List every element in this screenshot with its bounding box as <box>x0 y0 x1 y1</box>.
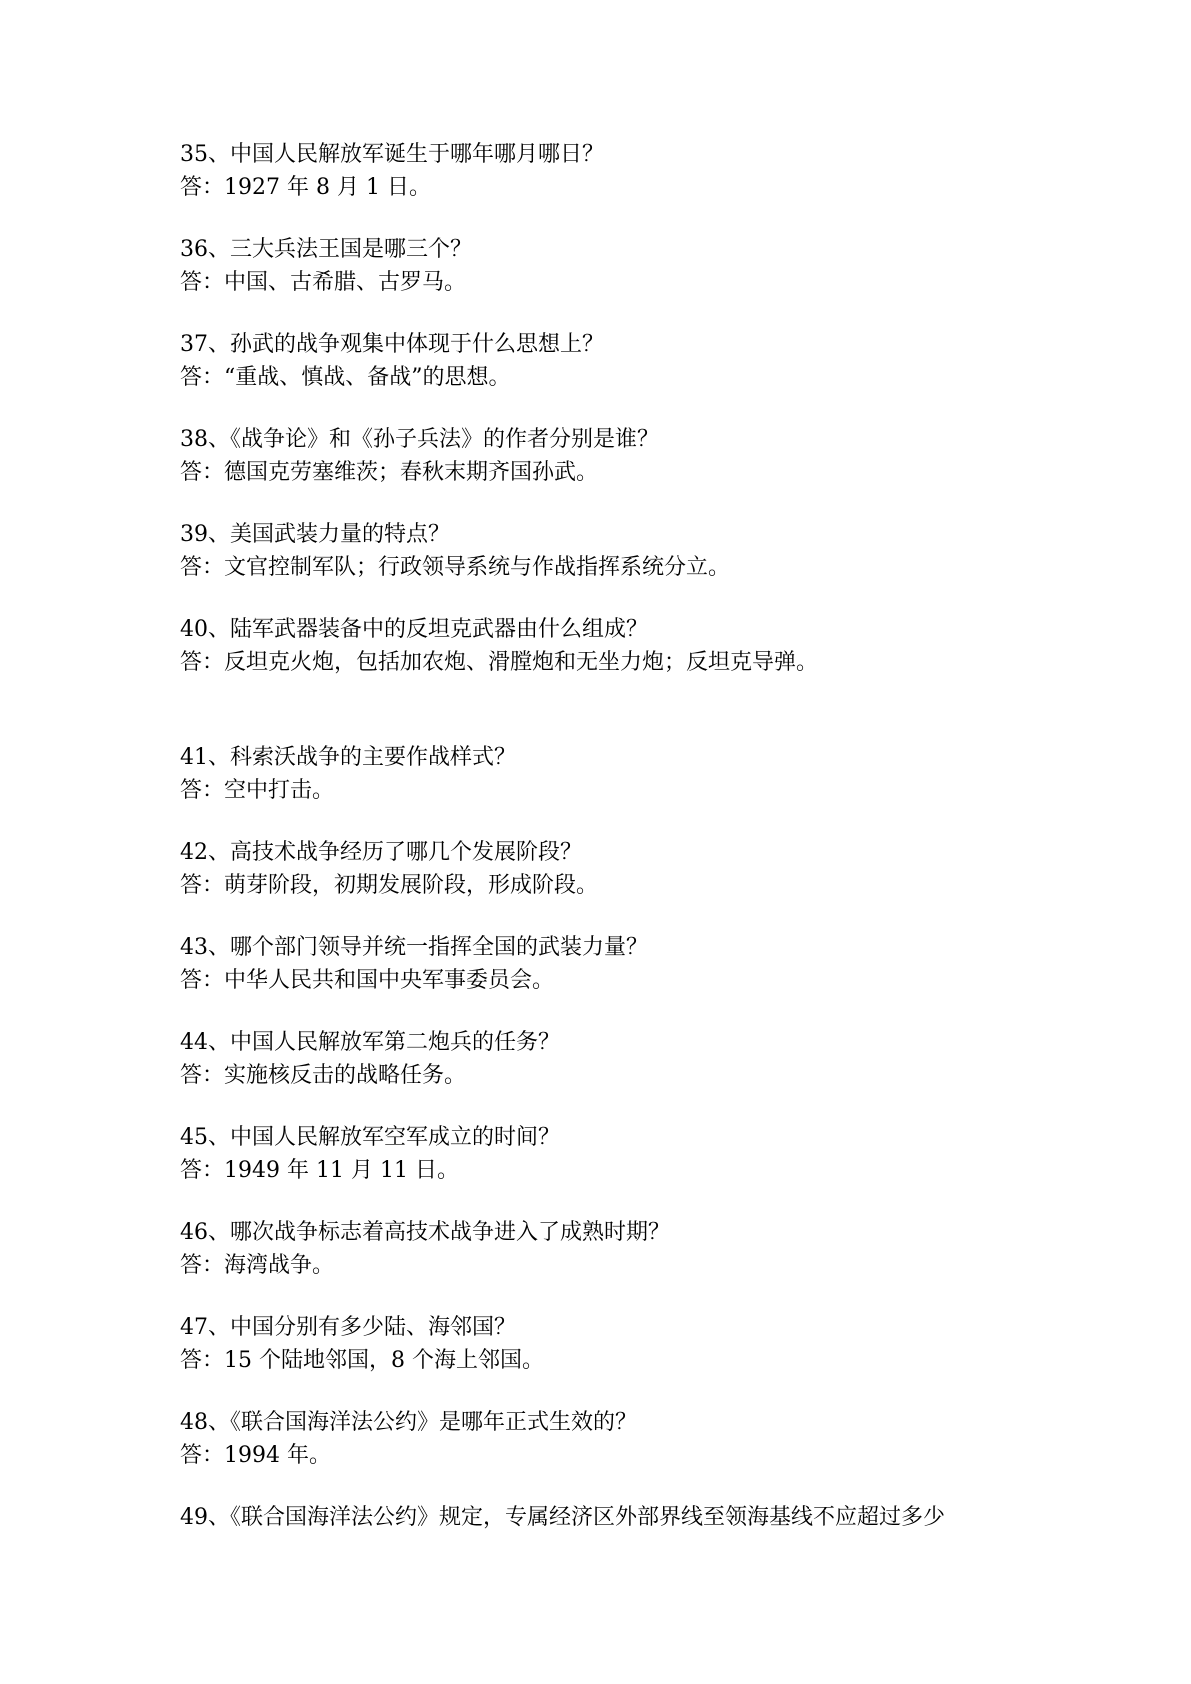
answer-47: 答：15 个陆地邻国，8 个海上邻国。 <box>180 1348 544 1373</box>
qa-item-42 <box>180 836 1060 902</box>
qa-item-37 <box>180 328 1060 394</box>
question-38: 38、《战争论》和《孙子兵法》的作者分别是谁？ <box>180 427 659 452</box>
qa-item-35 <box>180 138 1060 204</box>
answer-43: 答：中华人民共和国中央军事委员会。 <box>180 968 555 993</box>
question-35: 35、中国人民解放军诞生于哪年哪月哪日？ <box>180 142 604 167</box>
answer-46: 答：海湾战争。 <box>180 1253 335 1278</box>
question-42: 42、高技术战争经历了哪几个发展阶段？ <box>180 840 582 865</box>
answer-40: 答：反坦克火炮，包括加农炮、滑膛炮和无坐力炮；反坦克导弹。 <box>180 650 819 675</box>
qa-list <box>180 138 1060 1534</box>
answer-44: 答：实施核反击的战略任务。 <box>180 1063 467 1088</box>
question-36: 36、三大兵法王国是哪三个？ <box>180 237 472 262</box>
question-43: 43、哪个部门领导并统一指挥全国的武装力量？ <box>180 935 648 960</box>
question-47: 47、中国分别有多少陆、海邻国？ <box>180 1315 516 1340</box>
qa-item-48 <box>180 1406 1060 1472</box>
qa-item-47 <box>180 1311 1060 1377</box>
answer-39: 答：文官控制军队；行政领导系统与作战指挥系统分立。 <box>180 555 731 580</box>
answer-38: 答：德国克劳塞维茨；春秋末期齐国孙武。 <box>180 460 599 485</box>
question-46: 46、哪次战争标志着高技术战争进入了成熟时期？ <box>180 1220 670 1245</box>
qa-item-46 <box>180 1216 1060 1282</box>
question-41: 41、科索沃战争的主要作战样式？ <box>180 745 516 770</box>
question-39: 39、美国武装力量的特点？ <box>180 522 450 547</box>
answer-45: 答：1949 年 11 月 11 日。 <box>180 1158 459 1183</box>
question-40: 40、陆军武器装备中的反坦克武器由什么组成？ <box>180 617 648 642</box>
answer-41: 答：空中打击。 <box>180 778 335 803</box>
answer-36: 答：中国、古希腊、古罗马。 <box>180 270 467 295</box>
question-45: 45、中国人民解放军空军成立的时间？ <box>180 1125 560 1150</box>
answer-35: 答：1927 年 8 月 1 日。 <box>180 175 431 200</box>
qa-item-44 <box>180 1026 1060 1092</box>
qa-item-43 <box>180 931 1060 997</box>
qa-item-40 <box>180 613 1060 679</box>
question-37: 37、孙武的战争观集中体现于什么思想上？ <box>180 332 604 357</box>
qa-item-49 <box>180 1501 1060 1534</box>
qa-item-45 <box>180 1121 1060 1187</box>
qa-item-41 <box>180 741 1060 807</box>
qa-item-39 <box>180 518 1060 584</box>
question-49: 49、《联合国海洋法公约》规定，专属经济区外部界线至领海基线不应超过多少 <box>180 1505 945 1530</box>
answer-48: 答：1994 年。 <box>180 1443 331 1468</box>
qa-item-36 <box>180 233 1060 299</box>
question-48: 48、《联合国海洋法公约》是哪年正式生效的？ <box>180 1410 637 1435</box>
answer-42: 答：萌芽阶段，初期发展阶段，形成阶段。 <box>180 873 599 898</box>
answer-37: 答：“重战、慎战、备战”的思想。 <box>180 365 511 390</box>
question-44: 44、中国人民解放军第二炮兵的任务？ <box>180 1030 560 1055</box>
qa-item-38 <box>180 423 1060 489</box>
